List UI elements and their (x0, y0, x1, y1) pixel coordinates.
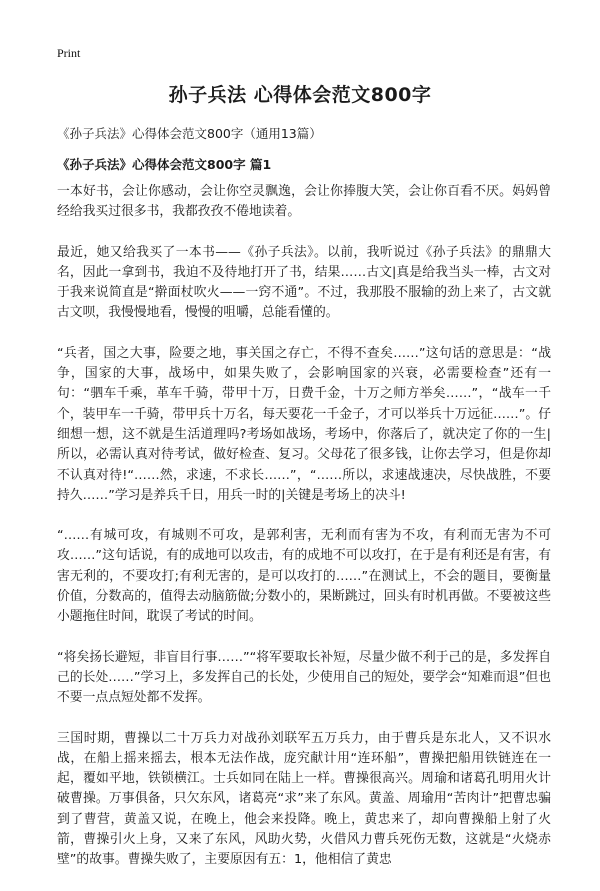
paragraph: 一本好书，会让你感动，会让你空灵飘逸，会让你捧腹大笑，会让你百看不厌。妈妈曾经给我买过很多书，我都孜孜不倦地读着。 (57, 184, 551, 220)
paragraph: “……有城可攻，有城则不可攻，是郭利害，无利而有害为不攻，有利而无害为不可攻……”这句话说，有的成地可以攻击，有的成地不可以攻打，在于是有利还是有害，有害无利的，不要攻打;有利无害的，是可以攻打的……”在测试上，不会的题目，要衡量价值，分数高的，值得去动脑筋做;分数小的，果断跳过，回头有时机再做。不要被这些小题拖住时间，耽误了考试的时间。 (57, 528, 551, 625)
section-heading: 《孙子兵法》心得体会范文800字 篇1 (57, 157, 272, 172)
paragraph: “兵者，国之大事，险要之地，事关国之存亡，不得不查矣……”这句话的意思是：“战争，国家的大事，战场中，如果失败了，会影响国家的兴衰，必需要检查”还有一句：“驷车千乘，革车千骑，带甲十万，日费千金，十万之师方举矣……”，“战车一千个，装甲车一千骑，带甲兵十万名，每天要花一千金子，才可以举兵十万远征……”。仔细想一想，这不就是生活道理吗?考场如战场，考场中，你落后了，就决定了你的一生|所以，必需认真对待考试，做好检查、复习。父母花了很多钱，让你去学习，但是你却不认真对待!“……然，求速，不求长……”，“……所以，求速战速决，尽快战胜，不要持久……”学习是养兵千日，用兵一时的|关键是考场上的决斗! (57, 345, 551, 503)
paragraph: “将矣扬长避短，非盲目行事……”“将军要取长补短，尽量少做不利于己的是，多发挥自己的长处……”学习上，多发挥自己的长处，少使用自己的短处，要学会“知难而退”但也不要一点点短处都不发挥。 (57, 649, 551, 706)
page-title: 孙子兵法 心得体会范文800字 (168, 84, 432, 106)
print-link[interactable]: Print (57, 46, 81, 60)
document-subtitle: 《孙子兵法》心得体会范文800字（通用13篇） (57, 126, 322, 141)
article-body (57, 182, 551, 891)
paragraph: 三国时期，曹操以二十万兵力对战孙刘联军五万兵力，由于曹兵是东北人，又不识水战，在船上摇来摇去，根本无法作战，庞究献计用“连环船”，曹操把船用铁链连在一起，覆如平地，铁锁横江。士兵如同在陆上一样。曹操很高兴。周瑜和诸葛孔明用火计破曹操。万事俱备，只欠东风，诸葛亮“求”来了东风。黄盖、周瑜用“苦肉计”把曹忠骗到了曹营，黄盖又说，在晚上，他会来投降。晚上，黄忠来了，却向曹操船上射了火箭，曹操引火上身，又来了东风，风助火势，火借风力曹兵死伤无数，这就是“火烧赤壁”的故事。曹操失败了，主要原因有五：1，他相信了黄忠 (57, 730, 551, 868)
paragraph: 最近，她又给我买了一本书——《孙子兵法》。以前，我听说过《孙子兵法》的鼎鼎大名，因此一拿到书，我迫不及待地打开了书，结果……古文|真是给我当头一棒，古文对于我来说简直是“擀面杖吹火——一窍不通”。不过，我那股不服输的劲上来了，古文就古文呗，我慢慢地看，慢慢的咀嚼，总能看懂的。 (57, 244, 551, 321)
